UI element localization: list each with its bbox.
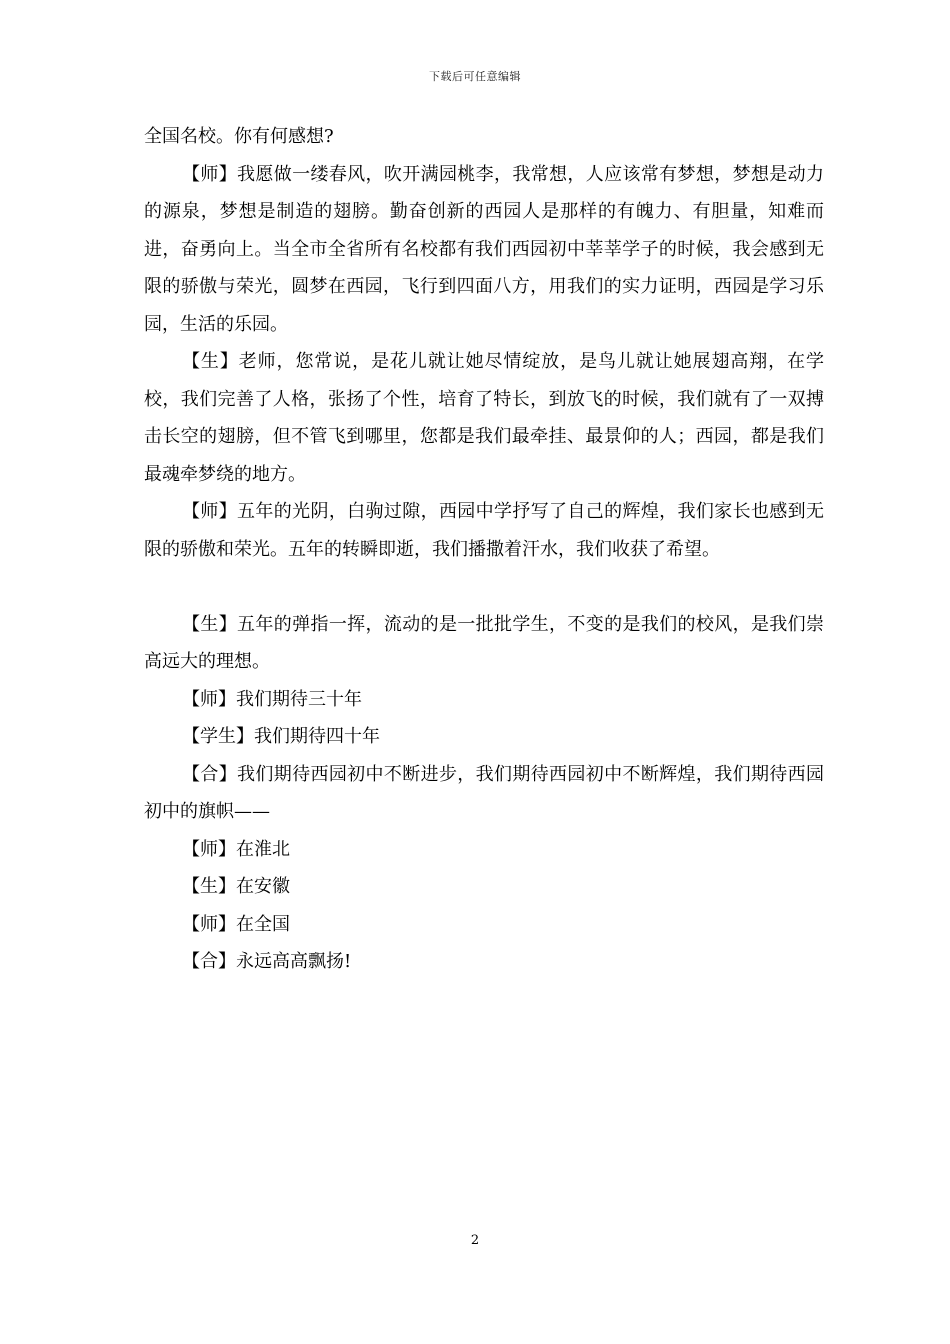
- paragraph: 【生】老师，您常说，是花儿就让她尽情绽放，是鸟儿就让她展翅高翔，在学校，我们完善了人格，张扬了个性，培育了特长，到放飞的时候，我们就有了一双搏击长空的翅膀，但不管飞到哪里，您都是我们最牵挂、最景仰的人；西园，都是我们最魂牵梦绕的地方。: [144, 351, 824, 485]
- paragraph: 【师】我愿做一缕春风，吹开满园桃李，我常想，人应该常有梦想，梦想是动力的源泉，梦想是制造的翅膀。勤奋创新的西园人是那样的有魄力、有胆量，知难而进，奋勇向上。当全市全省所有名校都有我们西园初中莘莘学子的时候，我会感到无限的骄傲与荣光，圆梦在西园，飞行到四面八方，用我们的实力证明，西园是学习乐园，生活的乐园。: [144, 163, 824, 335]
- paragraph: 【师】在淮北: [182, 838, 290, 860]
- paragraph: 【师】五年的光阴，白驹过隙，西园中学抒写了自己的辉煌，我们家长也感到无限的骄傲和荣光。五年的转瞬即逝，我们播撒着汗水，我们收获了希望。: [144, 501, 824, 560]
- paragraph: 【生】在安徽: [182, 876, 290, 897]
- paragraph: 【生】五年的弹指一挥，流动的是一批批学生，不变的是我们的校风，是我们崇高远大的理想。: [144, 613, 824, 672]
- paragraph: 【师】我们期待三十年: [182, 688, 362, 710]
- paragraph: 【合】永远高高飘扬!: [182, 951, 352, 972]
- paragraph: 【合】我们期待西园初中不断进步，我们期待西园初中不断辉煌，我们期待西园初中的旗帜——: [144, 763, 824, 822]
- paragraph: 全国名校。你有何感想?: [144, 126, 334, 147]
- paragraph: 【学生】我们期待四十年: [182, 726, 380, 747]
- page-number: 2: [470, 1233, 480, 1248]
- page-header: 下载后可任意编辑: [429, 70, 521, 83]
- document-body: [144, 118, 824, 981]
- paragraph: 【师】在全国: [182, 913, 290, 935]
